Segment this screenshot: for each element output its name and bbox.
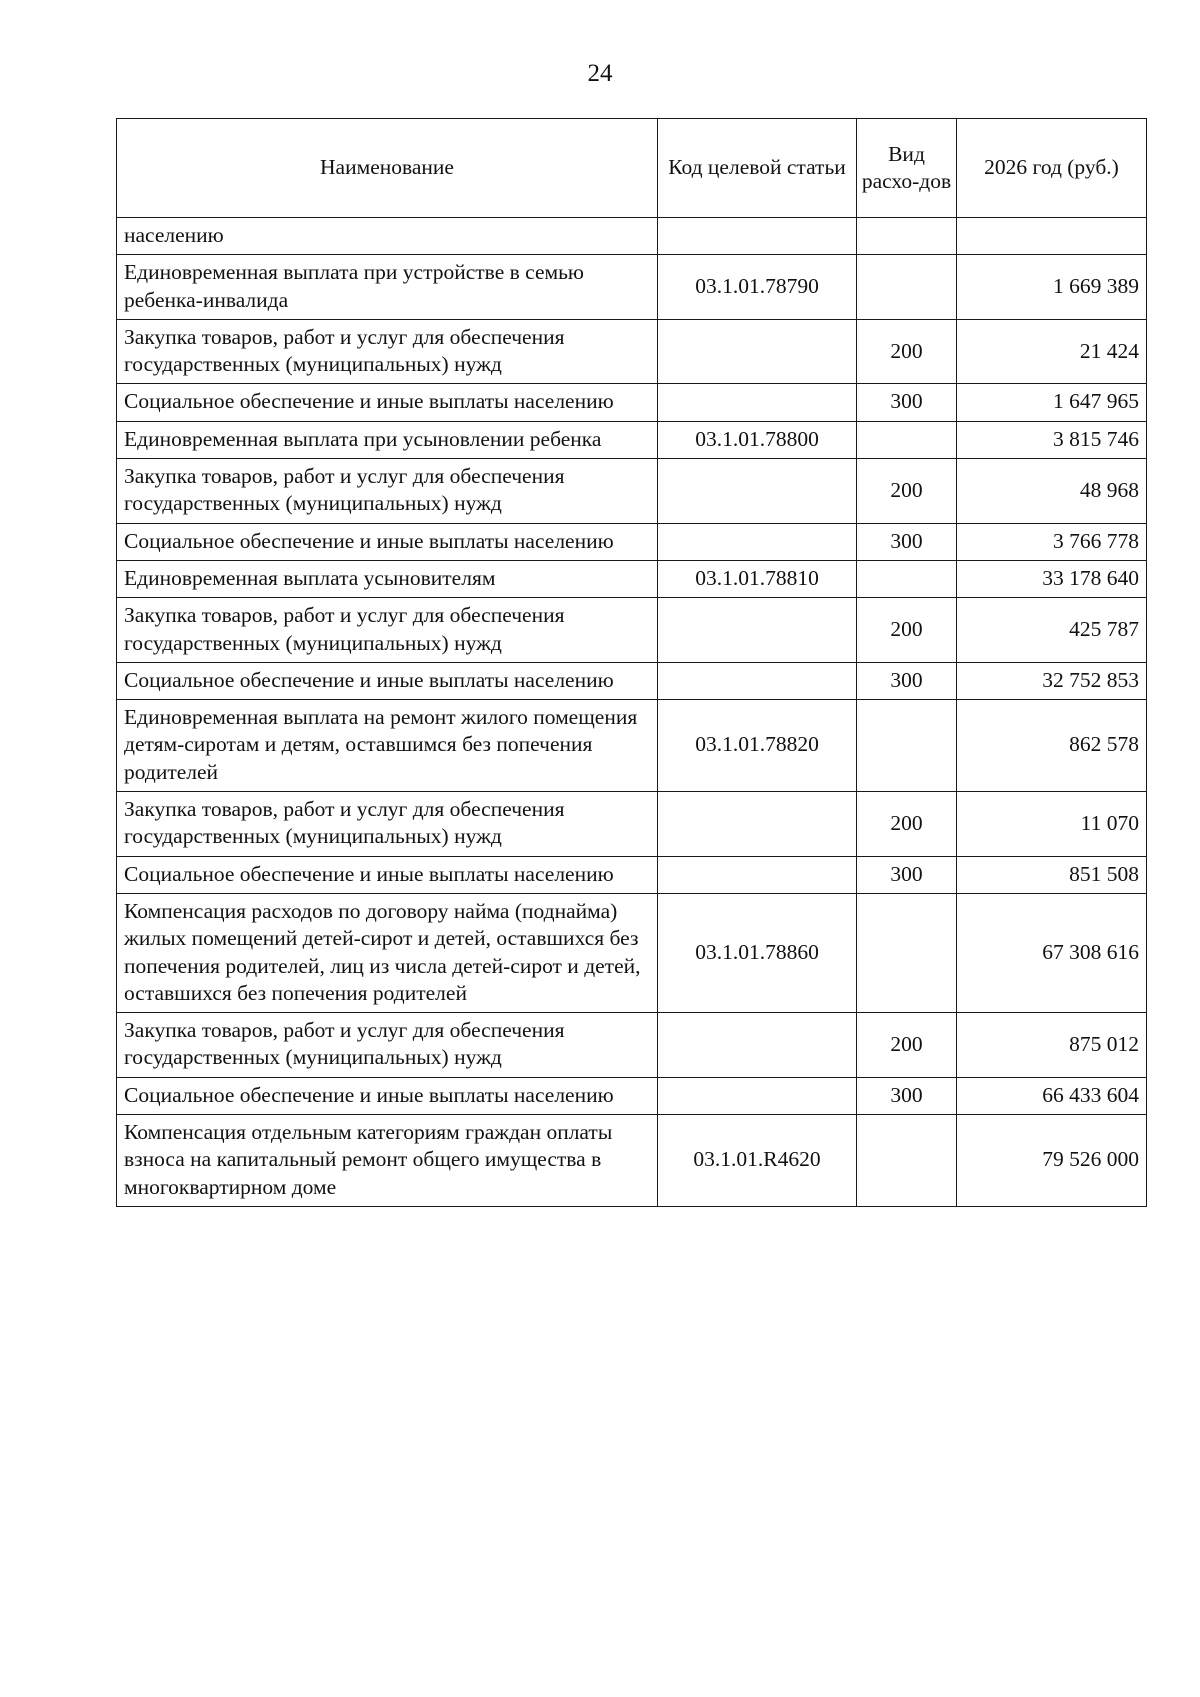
row-code — [658, 792, 857, 857]
header-type: Вид расхо-дов — [857, 119, 957, 218]
row-name: Закупка товаров, работ и услуг для обеспечения государственных (муниципальных) нужд — [117, 598, 658, 663]
header-code: Код целевой статьи — [658, 119, 857, 218]
page-number: 24 — [587, 60, 613, 87]
table-row — [117, 700, 1147, 792]
table-row — [117, 384, 1147, 421]
row-code — [658, 856, 857, 893]
row-code — [658, 218, 857, 255]
row-name: Социальное обеспечение и иные выплаты населению — [117, 856, 658, 893]
table-row — [117, 1013, 1147, 1078]
table-header — [117, 119, 1147, 218]
row-amount: 851 508 — [957, 856, 1147, 893]
row-code — [658, 319, 857, 384]
row-name: Компенсация отдельным категориям граждан оплаты взноса на капитальный ремонт общего имущества в многоквартирном доме — [117, 1115, 658, 1207]
table-row — [117, 1115, 1147, 1207]
row-name: Единовременная выплата при усыновлении ребенка — [117, 421, 658, 458]
table-row — [117, 255, 1147, 320]
row-amount: 32 752 853 — [957, 662, 1147, 699]
row-amount: 875 012 — [957, 1013, 1147, 1078]
row-name: Закупка товаров, работ и услуг для обеспечения государственных (муниципальных) нужд — [117, 1013, 658, 1078]
row-code — [658, 523, 857, 560]
row-expense-type: 200 — [857, 598, 957, 663]
table-row — [117, 893, 1147, 1012]
row-amount: 67 308 616 — [957, 893, 1147, 1012]
row-expense-type — [857, 421, 957, 458]
row-amount: 425 787 — [957, 598, 1147, 663]
row-code: 03.1.01.78810 — [658, 560, 857, 597]
row-code: 03.1.01.78860 — [658, 893, 857, 1012]
row-expense-type: 200 — [857, 319, 957, 384]
row-expense-type: 200 — [857, 792, 957, 857]
row-expense-type: 300 — [857, 662, 957, 699]
row-code — [658, 384, 857, 421]
row-name: Закупка товаров, работ и услуг для обеспечения государственных (муниципальных) нужд — [117, 319, 658, 384]
table-row — [117, 1077, 1147, 1114]
header-amount: 2026 год (руб.) — [957, 119, 1147, 218]
row-expense-type — [857, 255, 957, 320]
header-row — [117, 119, 1147, 218]
row-name: Закупка товаров, работ и услуг для обеспечения государственных (муниципальных) нужд — [117, 792, 658, 857]
row-amount: 33 178 640 — [957, 560, 1147, 597]
row-amount: 1 669 389 — [957, 255, 1147, 320]
row-expense-type: 300 — [857, 856, 957, 893]
row-name: населению — [117, 218, 658, 255]
row-code — [658, 598, 857, 663]
row-amount: 79 526 000 — [957, 1115, 1147, 1207]
row-expense-type — [857, 1115, 957, 1207]
row-name: Социальное обеспечение и иные выплаты населению — [117, 384, 658, 421]
row-amount: 11 070 — [957, 792, 1147, 857]
table-row — [117, 598, 1147, 663]
table-row — [117, 459, 1147, 524]
row-amount: 21 424 — [957, 319, 1147, 384]
row-name: Закупка товаров, работ и услуг для обеспечения государственных (муниципальных) нужд — [117, 459, 658, 524]
row-expense-type: 200 — [857, 459, 957, 524]
row-code: 03.1.01.R4620 — [658, 1115, 857, 1207]
row-name: Единовременная выплата усыновителям — [117, 560, 658, 597]
row-code — [658, 1013, 857, 1078]
row-amount: 862 578 — [957, 700, 1147, 792]
budget-table — [116, 118, 1147, 1207]
row-code: 03.1.01.78790 — [658, 255, 857, 320]
row-amount: 1 647 965 — [957, 384, 1147, 421]
table-row — [117, 856, 1147, 893]
row-expense-type: 200 — [857, 1013, 957, 1078]
row-name: Компенсация расходов по договору найма (поднайма) жилых помещений детей-сирот и детей, оставшихся без попечения родителей, лиц из числа детей-сирот и детей, оставшихся без попечения родителей — [117, 893, 658, 1012]
row-expense-type: 300 — [857, 1077, 957, 1114]
table-row — [117, 662, 1147, 699]
row-expense-type — [857, 893, 957, 1012]
row-expense-type: 300 — [857, 523, 957, 560]
row-expense-type: 300 — [857, 384, 957, 421]
row-expense-type — [857, 560, 957, 597]
row-amount: 48 968 — [957, 459, 1147, 524]
row-name: Единовременная выплата на ремонт жилого помещения детям-сиротам и детям, оставшимся без попечения родителей — [117, 700, 658, 792]
row-code: 03.1.01.78820 — [658, 700, 857, 792]
table-row — [117, 523, 1147, 560]
table-row — [117, 792, 1147, 857]
table-row — [117, 421, 1147, 458]
row-amount: 3 766 778 — [957, 523, 1147, 560]
row-amount: 66 433 604 — [957, 1077, 1147, 1114]
row-name: Единовременная выплата при устройстве в семью ребенка-инвалида — [117, 255, 658, 320]
row-code — [658, 1077, 857, 1114]
row-code — [658, 459, 857, 524]
table-row — [117, 319, 1147, 384]
row-expense-type — [857, 700, 957, 792]
row-name: Социальное обеспечение и иные выплаты населению — [117, 523, 658, 560]
row-amount — [957, 218, 1147, 255]
row-name: Социальное обеспечение и иные выплаты населению — [117, 662, 658, 699]
row-code — [658, 662, 857, 699]
row-expense-type — [857, 218, 957, 255]
row-name: Социальное обеспечение и иные выплаты населению — [117, 1077, 658, 1114]
table-body — [117, 218, 1147, 1207]
table-row — [117, 218, 1147, 255]
table-row — [117, 560, 1147, 597]
header-name: Наименование — [117, 119, 658, 218]
row-code: 03.1.01.78800 — [658, 421, 857, 458]
row-amount: 3 815 746 — [957, 421, 1147, 458]
